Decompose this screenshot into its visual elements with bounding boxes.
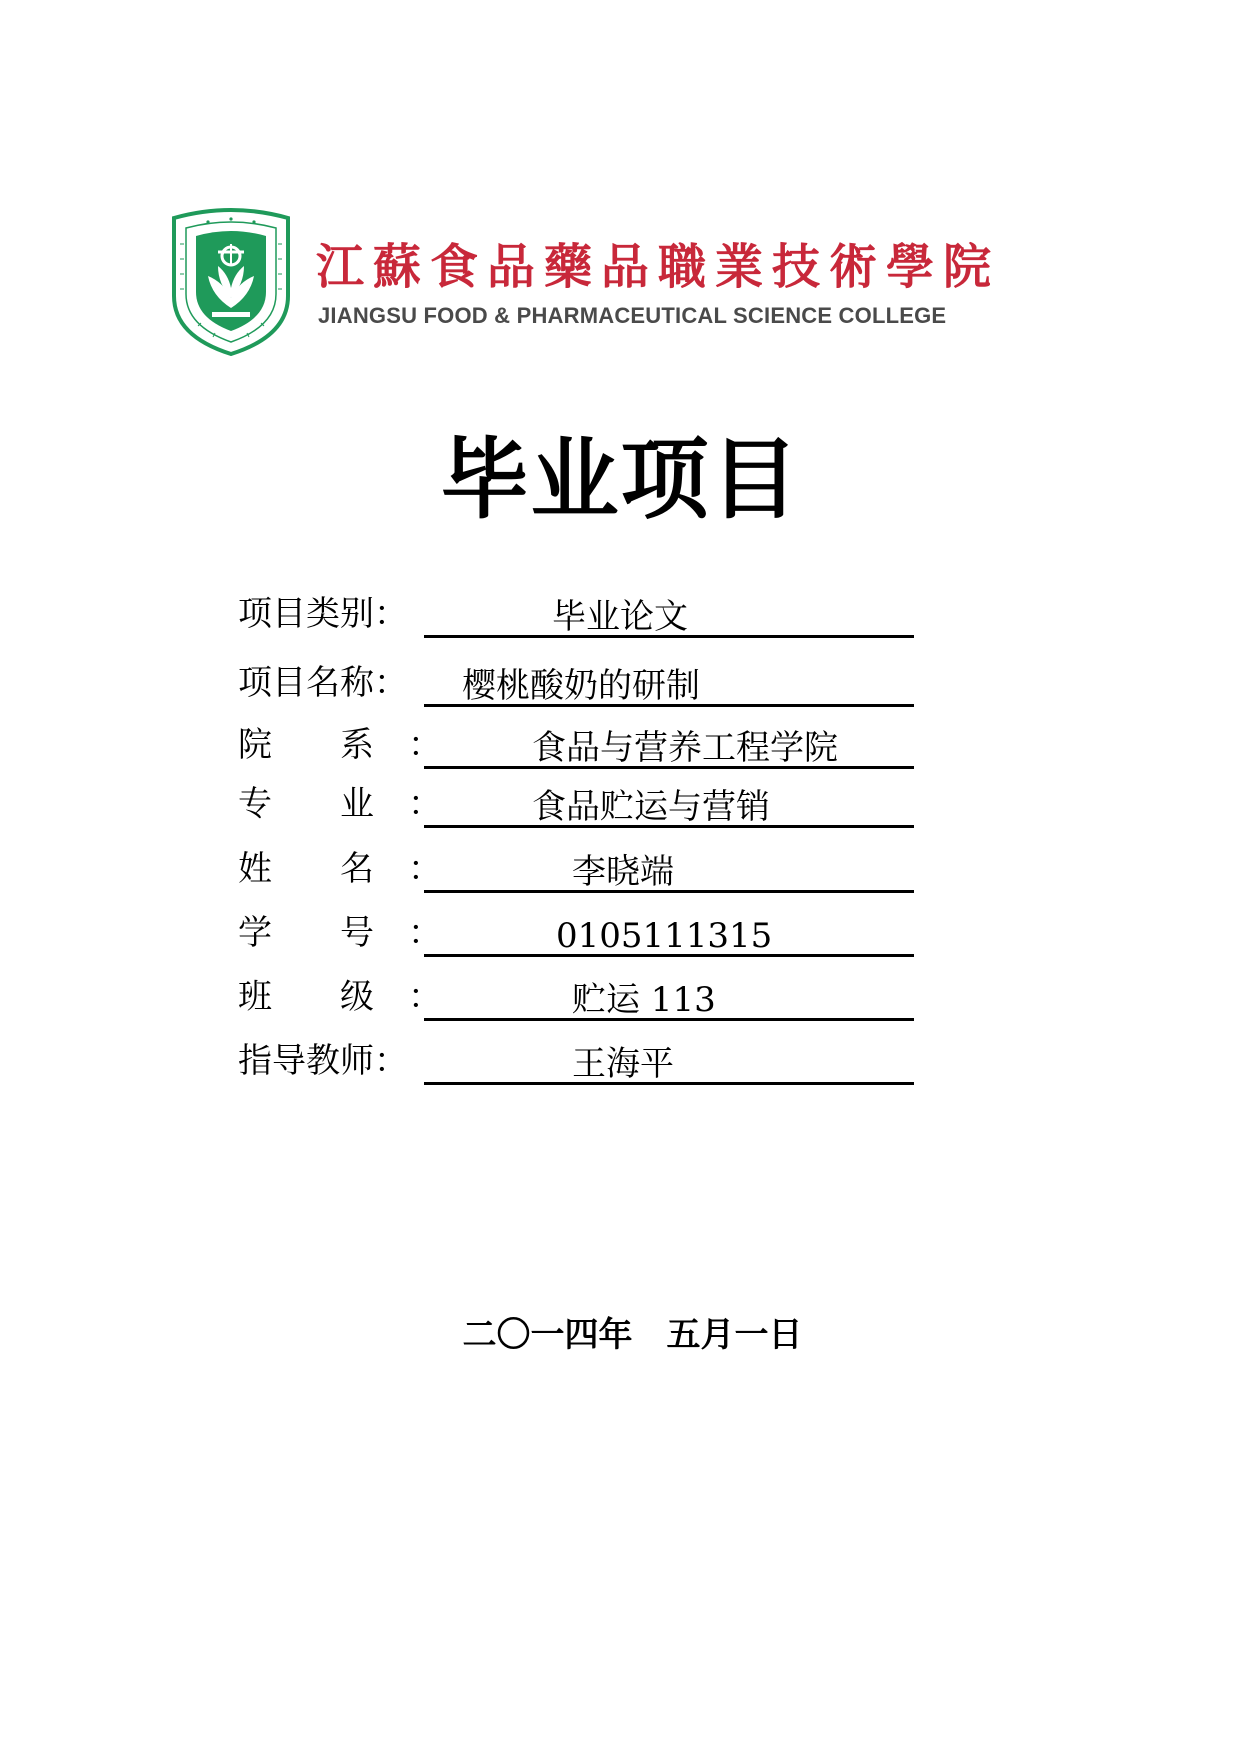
college-name-english: JIANGSU FOOD & PHARMACEUTICAL SCIENCE COLLEGE	[318, 303, 947, 328]
field-value: 毕业论文	[552, 597, 688, 637]
field-row-class	[238, 977, 918, 1021]
field-value: 樱桃酸奶的研制	[462, 666, 700, 706]
field-label: 姓 名 ：	[238, 849, 442, 889]
field-value: 李晓端	[572, 852, 674, 892]
document-title: 毕业项目	[440, 428, 801, 531]
field-value-line	[424, 591, 914, 638]
field-value-line	[424, 722, 914, 769]
field-row-name	[238, 849, 918, 893]
field-row-major	[238, 784, 918, 828]
field-value: 0105111315	[556, 916, 773, 956]
document-date: 二〇一四年 五月一日	[462, 1315, 803, 1355]
field-value-line	[424, 974, 914, 1021]
field-label: 项目类别：	[238, 594, 408, 634]
field-value-line	[424, 1038, 914, 1085]
field-value: 贮运 113	[572, 980, 716, 1020]
field-value: 食品贮运与营销	[532, 787, 770, 827]
college-name-chinese: 江蘇食品藥品職業技術學院	[316, 239, 1001, 295]
field-row-advisor	[238, 1041, 918, 1085]
field-value: 王海平	[572, 1044, 674, 1084]
field-value: 食品与营养工程学院	[532, 728, 838, 768]
field-label: 专 业 ：	[238, 784, 442, 824]
field-value-line	[424, 660, 914, 707]
college-header	[168, 204, 1018, 356]
field-row-department	[238, 725, 918, 769]
field-label: 项目名称：	[238, 663, 408, 703]
field-label: 院 系 ：	[238, 725, 442, 765]
field-value-line	[424, 846, 914, 893]
field-value-line	[424, 781, 914, 828]
field-label: 指导教师：	[238, 1041, 408, 1081]
field-row-project-name	[238, 663, 918, 707]
field-row-student-id	[238, 913, 918, 957]
field-value-line	[424, 910, 914, 957]
field-label: 班 级 ：	[238, 977, 442, 1017]
field-label: 学 号 ：	[238, 913, 442, 953]
college-logo-icon	[168, 204, 294, 356]
field-row-project-type	[238, 594, 918, 638]
